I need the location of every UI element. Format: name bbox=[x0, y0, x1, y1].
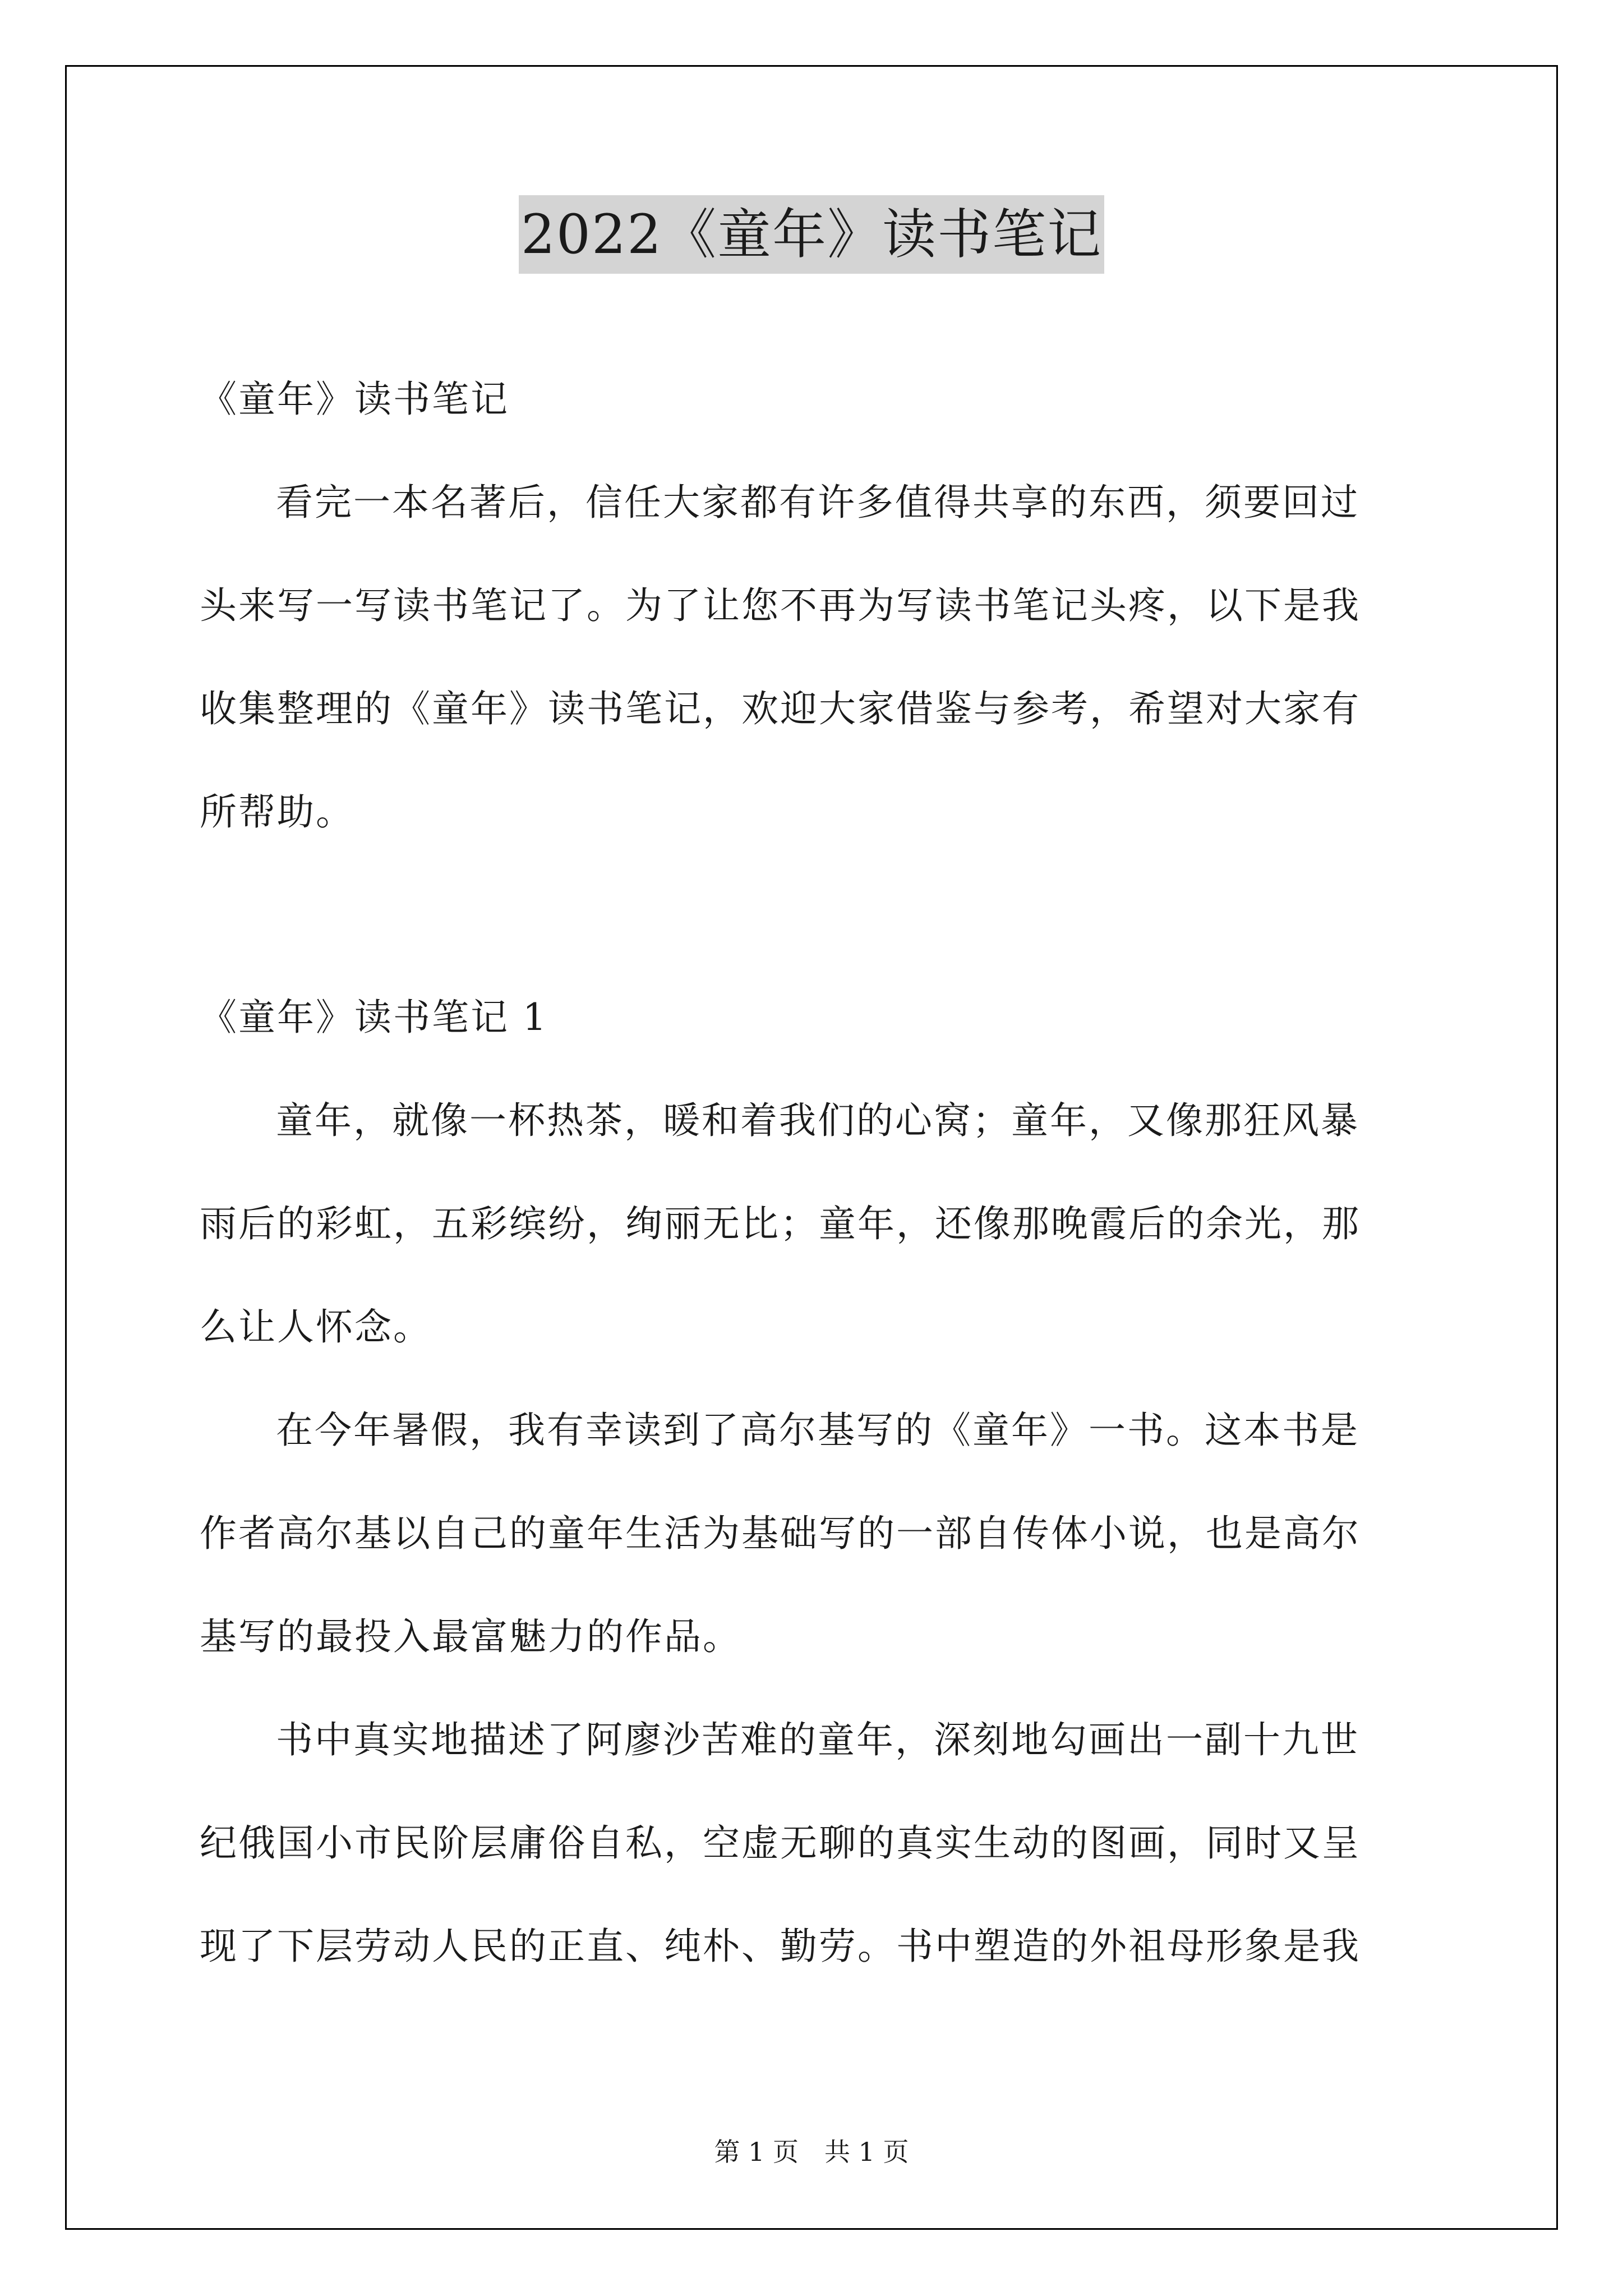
text-line: 书中真实地描述了阿廖沙苦难的童年，深刻地勾画出一副十九世 bbox=[276, 1718, 1359, 1761]
text-line: 雨后的彩虹，五彩缤纷，绚丽无比；童年，还像那晚霞后的余光，那 bbox=[200, 1202, 1361, 1245]
section-heading: 《童年》读书笔记 1 bbox=[200, 996, 548, 1039]
text-line: 收集整理的《童年》读书笔记，欢迎大家借鉴与参考，希望对大家有 bbox=[200, 687, 1361, 730]
text-line: 纪俄国小市民阶层庸俗自私，空虚无聊的真实生动的图画，同时又呈 bbox=[200, 1821, 1361, 1865]
paragraph-1 bbox=[200, 1069, 1428, 1379]
text-line: 所帮助。 bbox=[200, 790, 354, 834]
document-body bbox=[200, 348, 1428, 1998]
page-total: 共 1 页 bbox=[824, 2137, 909, 2167]
intro-paragraph bbox=[200, 451, 1428, 864]
page-number: 第 1 页 bbox=[714, 2137, 799, 2167]
text-line: 么让人怀念。 bbox=[200, 1305, 432, 1349]
paragraph-3 bbox=[200, 1688, 1428, 1998]
text-line: 现了下层劳动人民的正直、纯朴、勤劳。书中塑造的外祖母形象是我 bbox=[200, 1925, 1361, 1968]
section-spacer bbox=[200, 864, 1428, 966]
document-title: 2022《童年》读书笔记 bbox=[519, 195, 1104, 274]
title-container bbox=[0, 195, 1623, 274]
text-line: 在今年暑假，我有幸读到了高尔基写的《童年》一书。这本书是 bbox=[276, 1409, 1359, 1452]
paragraph-2 bbox=[200, 1379, 1428, 1688]
text-line: 头来写一写读书笔记了。为了让您不再为写读书笔记头疼，以下是我 bbox=[200, 584, 1361, 627]
text-line: 看完一本名著后，信任大家都有许多值得共享的东西，须要回过 bbox=[276, 481, 1359, 524]
page-footer bbox=[0, 2135, 1623, 2169]
text-line: 童年，就像一杯热茶，暖和着我们的心窝；童年，又像那狂风暴 bbox=[276, 1099, 1359, 1142]
subtitle: 《童年》读书笔记 bbox=[200, 378, 509, 421]
text-line: 作者高尔基以自己的童年生活为基础写的一部自传体小说，也是高尔 bbox=[200, 1512, 1361, 1555]
text-line: 基写的最投入最富魅力的作品。 bbox=[200, 1615, 741, 1658]
